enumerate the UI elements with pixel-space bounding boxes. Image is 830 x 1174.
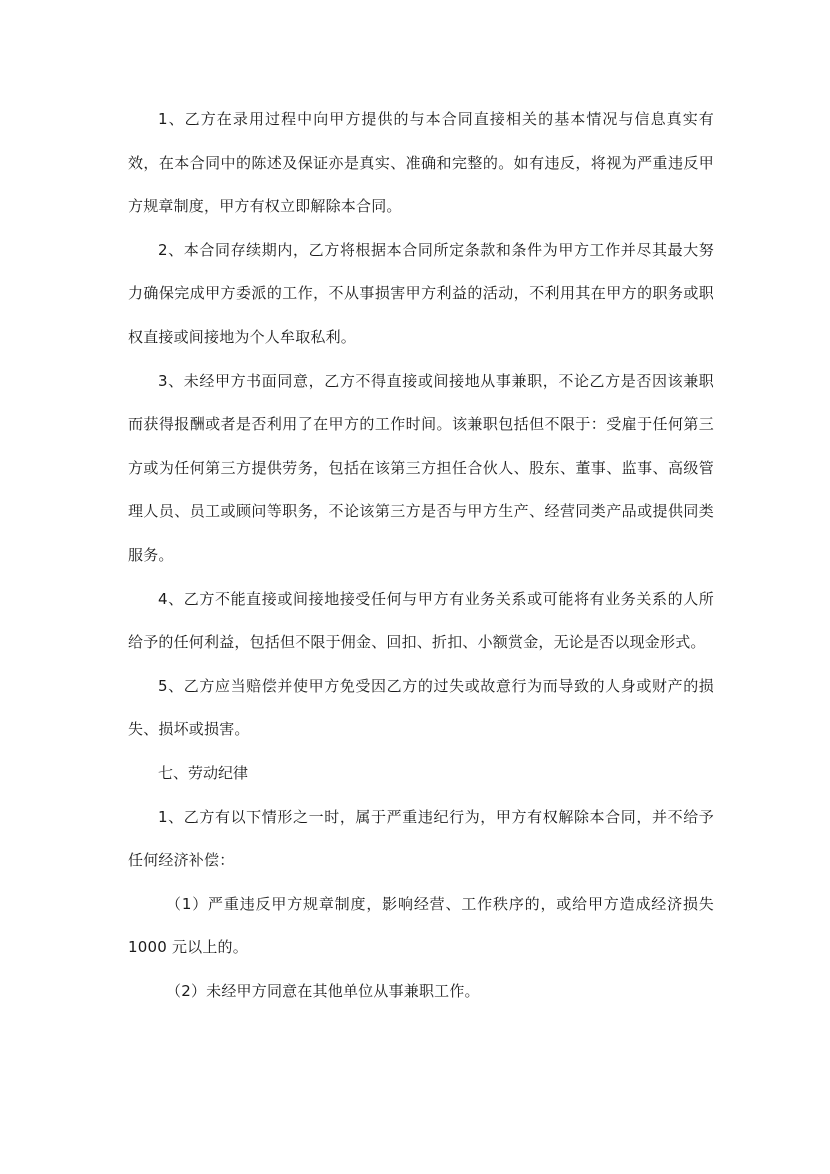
clause-paragraph: 2、本合同存续期内，乙方将根据本合同所定条款和条件为甲方工作并尽其最大努力确保完成甲方委派的工作，不从事损害甲方利益的活动，不利用其在甲方的职务或职权直接或间接地为个人牟取私利。	[128, 240, 714, 346]
section-heading: 七、劳动纪律	[158, 763, 249, 782]
document-body	[128, 98, 714, 1013]
clause-paragraph: 5、乙方应当赔偿并使甲方免受因乙方的过失或故意行为而导致的人身或财产的损失、损坏或损害。	[128, 676, 714, 739]
clause-paragraph: 1、乙方在录用过程中向甲方提供的与本合同直接相关的基本情况与信息真实有效，在本合同中的陈述及保证亦是真实、准确和完整的。如有违反，将视为严重违反甲方规章制度，甲方有权立即解除本合同。	[128, 110, 714, 216]
sub-clause-paragraph: （2）未经甲方同意在其他单位从事兼职工作。	[166, 981, 480, 1000]
clause-paragraph: 4、乙方不能直接或间接地接受任何与甲方有业务关系或可能将有业务关系的人所给予的任何利益，包括但不限于佣金、回扣、折扣、小额赏金，无论是否以现金形式。	[128, 589, 714, 652]
sub-clause-paragraph: （1）严重违反甲方规章制度，影响经营、工作秩序的，或给甲方造成经济损失 1000 元以上的。	[128, 894, 714, 957]
clause-paragraph: 1、乙方有以下情形之一时，属于严重违纪行为，甲方有权解除本合同，并不给予任何经济补偿：	[128, 807, 714, 870]
clause-paragraph: 3、未经甲方书面同意，乙方不得直接或间接地从事兼职，不论乙方是否因该兼职而获得报酬或者是否利用了在甲方的工作时间。该兼职包括但不限于：受雇于任何第三方或为任何第三方提供劳务，包括在该第三方担任合伙人、股东、董事、监事、高级管理人员、员工或顾问等职务，不论该第三方是否与甲方生产、经营同类产品或提供同类服务。	[128, 371, 714, 564]
